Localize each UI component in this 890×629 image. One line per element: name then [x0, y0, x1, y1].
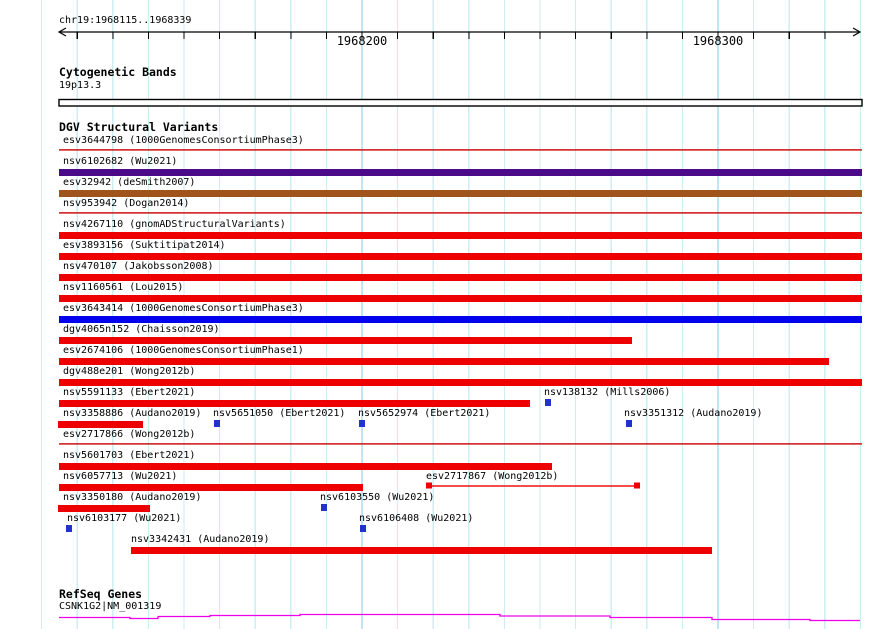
refseq-gene-label[interactable]: CSNK1G2|NM_001319: [59, 601, 162, 612]
variant-bar[interactable]: [58, 421, 143, 428]
variant-bar[interactable]: [59, 316, 862, 323]
cytobands-heading: Cytogenetic Bands: [59, 65, 177, 79]
variant-marker[interactable]: [626, 420, 632, 427]
variant-line[interactable]: [59, 212, 862, 213]
variant-bar[interactable]: [59, 400, 530, 407]
variant-marker[interactable]: [321, 504, 327, 511]
variant-bar[interactable]: [131, 547, 712, 554]
variant-label[interactable]: dgv4065n152 (Chaisson2019): [63, 324, 220, 335]
variant-label[interactable]: nsv3350180 (Audano2019): [63, 492, 202, 503]
variant-marker[interactable]: [360, 525, 366, 532]
variant-label[interactable]: esv3644798 (1000GenomesConsortiumPhase3): [63, 135, 304, 146]
variant-label[interactable]: nsv470107 (Jakobsson2008): [63, 261, 214, 272]
variant-bar[interactable]: [59, 295, 862, 302]
variant-label[interactable]: esv2717866 (Wong2012b): [63, 429, 196, 440]
variant-marker[interactable]: [214, 420, 220, 427]
variant-bar[interactable]: [59, 274, 862, 281]
variant-bar[interactable]: [58, 505, 150, 512]
variant-bar[interactable]: [59, 463, 552, 470]
variant-label[interactable]: nsv953942 (Dogan2014): [63, 198, 190, 209]
variant-label[interactable]: dgv488e201 (Wong2012b): [63, 366, 196, 377]
variant-line[interactable]: [59, 443, 862, 444]
variant-range-line[interactable]: [428, 485, 638, 486]
variant-label[interactable]: nsv1160561 (Lou2015): [63, 282, 184, 293]
variant-bar[interactable]: [59, 169, 862, 176]
variant-label[interactable]: esv2717867 (Wong2012b): [426, 471, 559, 482]
variant-label[interactable]: nsv3358886 (Audano2019): [63, 408, 202, 419]
ruler-coordinate-label: 1968300: [692, 34, 744, 48]
ruler-coordinate-label: 1968200: [336, 34, 388, 48]
variant-bar[interactable]: [59, 232, 862, 239]
variant-marker[interactable]: [545, 399, 551, 406]
variant-bar[interactable]: [59, 484, 363, 491]
variant-label[interactable]: nsv6103177 (Wu2021): [67, 513, 182, 524]
variant-range-endcap[interactable]: [426, 483, 432, 489]
variant-label[interactable]: esv2674106 (1000GenomesConsortiumPhase1): [63, 345, 304, 356]
variant-marker[interactable]: [66, 525, 72, 532]
variant-bar[interactable]: [59, 253, 862, 260]
variant-label[interactable]: nsv6106408 (Wu2021): [359, 513, 474, 524]
variant-label[interactable]: nsv3351312 (Audano2019): [624, 408, 763, 419]
variant-bar[interactable]: [59, 379, 862, 386]
variant-label[interactable]: nsv3342431 (Audano2019): [131, 534, 270, 545]
variant-label[interactable]: esv32942 (deSmith2007): [63, 177, 196, 188]
variant-bar[interactable]: [59, 358, 829, 365]
cytoband-rect: [59, 100, 862, 107]
variant-label[interactable]: nsv6102682 (Wu2021): [63, 156, 178, 167]
variant-label[interactable]: nsv138132 (Mills2006): [544, 387, 671, 398]
variant-marker[interactable]: [359, 420, 365, 427]
variant-range-endcap[interactable]: [634, 483, 640, 489]
dgv-heading: DGV Structural Variants: [59, 120, 219, 134]
variant-label[interactable]: esv3643414 (1000GenomesConsortiumPhase3): [63, 303, 304, 314]
variant-label[interactable]: nsv5601703 (Ebert2021): [63, 450, 196, 461]
gene-model-line[interactable]: [59, 615, 860, 621]
variant-label[interactable]: nsv6057713 (Wu2021): [63, 471, 178, 482]
variant-line[interactable]: [59, 149, 862, 150]
variant-bar[interactable]: [59, 337, 632, 344]
region-title: chr19:1968115..1968339: [59, 15, 192, 26]
variant-label[interactable]: nsv5651050 (Ebert2021): [213, 408, 346, 419]
variant-label[interactable]: nsv5591133 (Ebert2021): [63, 387, 196, 398]
cytoband-label: 19p13.3: [59, 80, 102, 91]
variant-bar[interactable]: [59, 190, 862, 197]
variant-label[interactable]: nsv4267110 (gnomADStructuralVariants): [63, 219, 286, 230]
refseq-heading: RefSeq Genes: [59, 587, 143, 601]
variant-label[interactable]: nsv5652974 (Ebert2021): [358, 408, 491, 419]
variant-label[interactable]: nsv6103550 (Wu2021): [320, 492, 435, 503]
variant-label[interactable]: esv3893156 (Suktitipat2014): [63, 240, 226, 251]
